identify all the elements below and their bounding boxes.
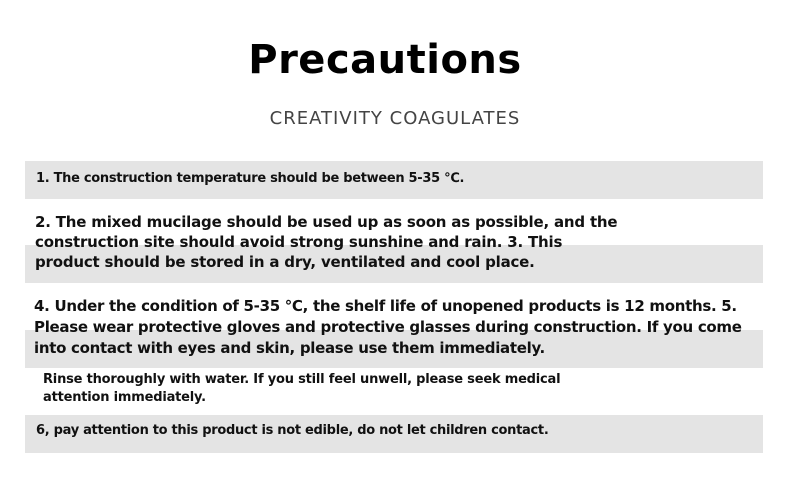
precaution-item-temperature bbox=[36, 170, 464, 188]
precaution-line: product should be stored in a dry, ventilated and cool place. bbox=[35, 253, 535, 271]
precaution-item-rinse bbox=[43, 371, 560, 407]
precaution-item-mucilage-storage bbox=[35, 212, 617, 272]
precaution-line: construction site should avoid strong sunshine and rain. 3. This bbox=[35, 233, 563, 251]
precaution-item-not-edible bbox=[36, 422, 548, 440]
page-title: Precautions bbox=[248, 37, 522, 83]
precaution-line: 2. The mixed mucilage should be used up as soon as possible, and the bbox=[35, 213, 618, 231]
page-subtitle: CREATIVITY COAGULATES bbox=[269, 108, 521, 129]
precaution-line: attention immediately. bbox=[43, 390, 206, 405]
precaution-line: 6, pay attention to this product is not edible, do not let children contact. bbox=[36, 423, 549, 438]
precaution-line: into contact with eyes and skin, please use them immediately. bbox=[34, 339, 545, 357]
precaution-line: Rinse thoroughly with water. If you still feel unwell, please seek medical bbox=[43, 372, 561, 387]
precaution-line: 4. Under the condition of 5-35 ℃, the shelf life of unopened products is 12 months. 5. bbox=[34, 297, 737, 315]
precaution-line: 1. The construction temperature should be between 5-35 ℃. bbox=[36, 171, 465, 186]
precaution-line: Please wear protective gloves and protective glasses during construction. If you come bbox=[34, 318, 742, 336]
precaution-item-shelf-life-protection bbox=[34, 296, 742, 359]
